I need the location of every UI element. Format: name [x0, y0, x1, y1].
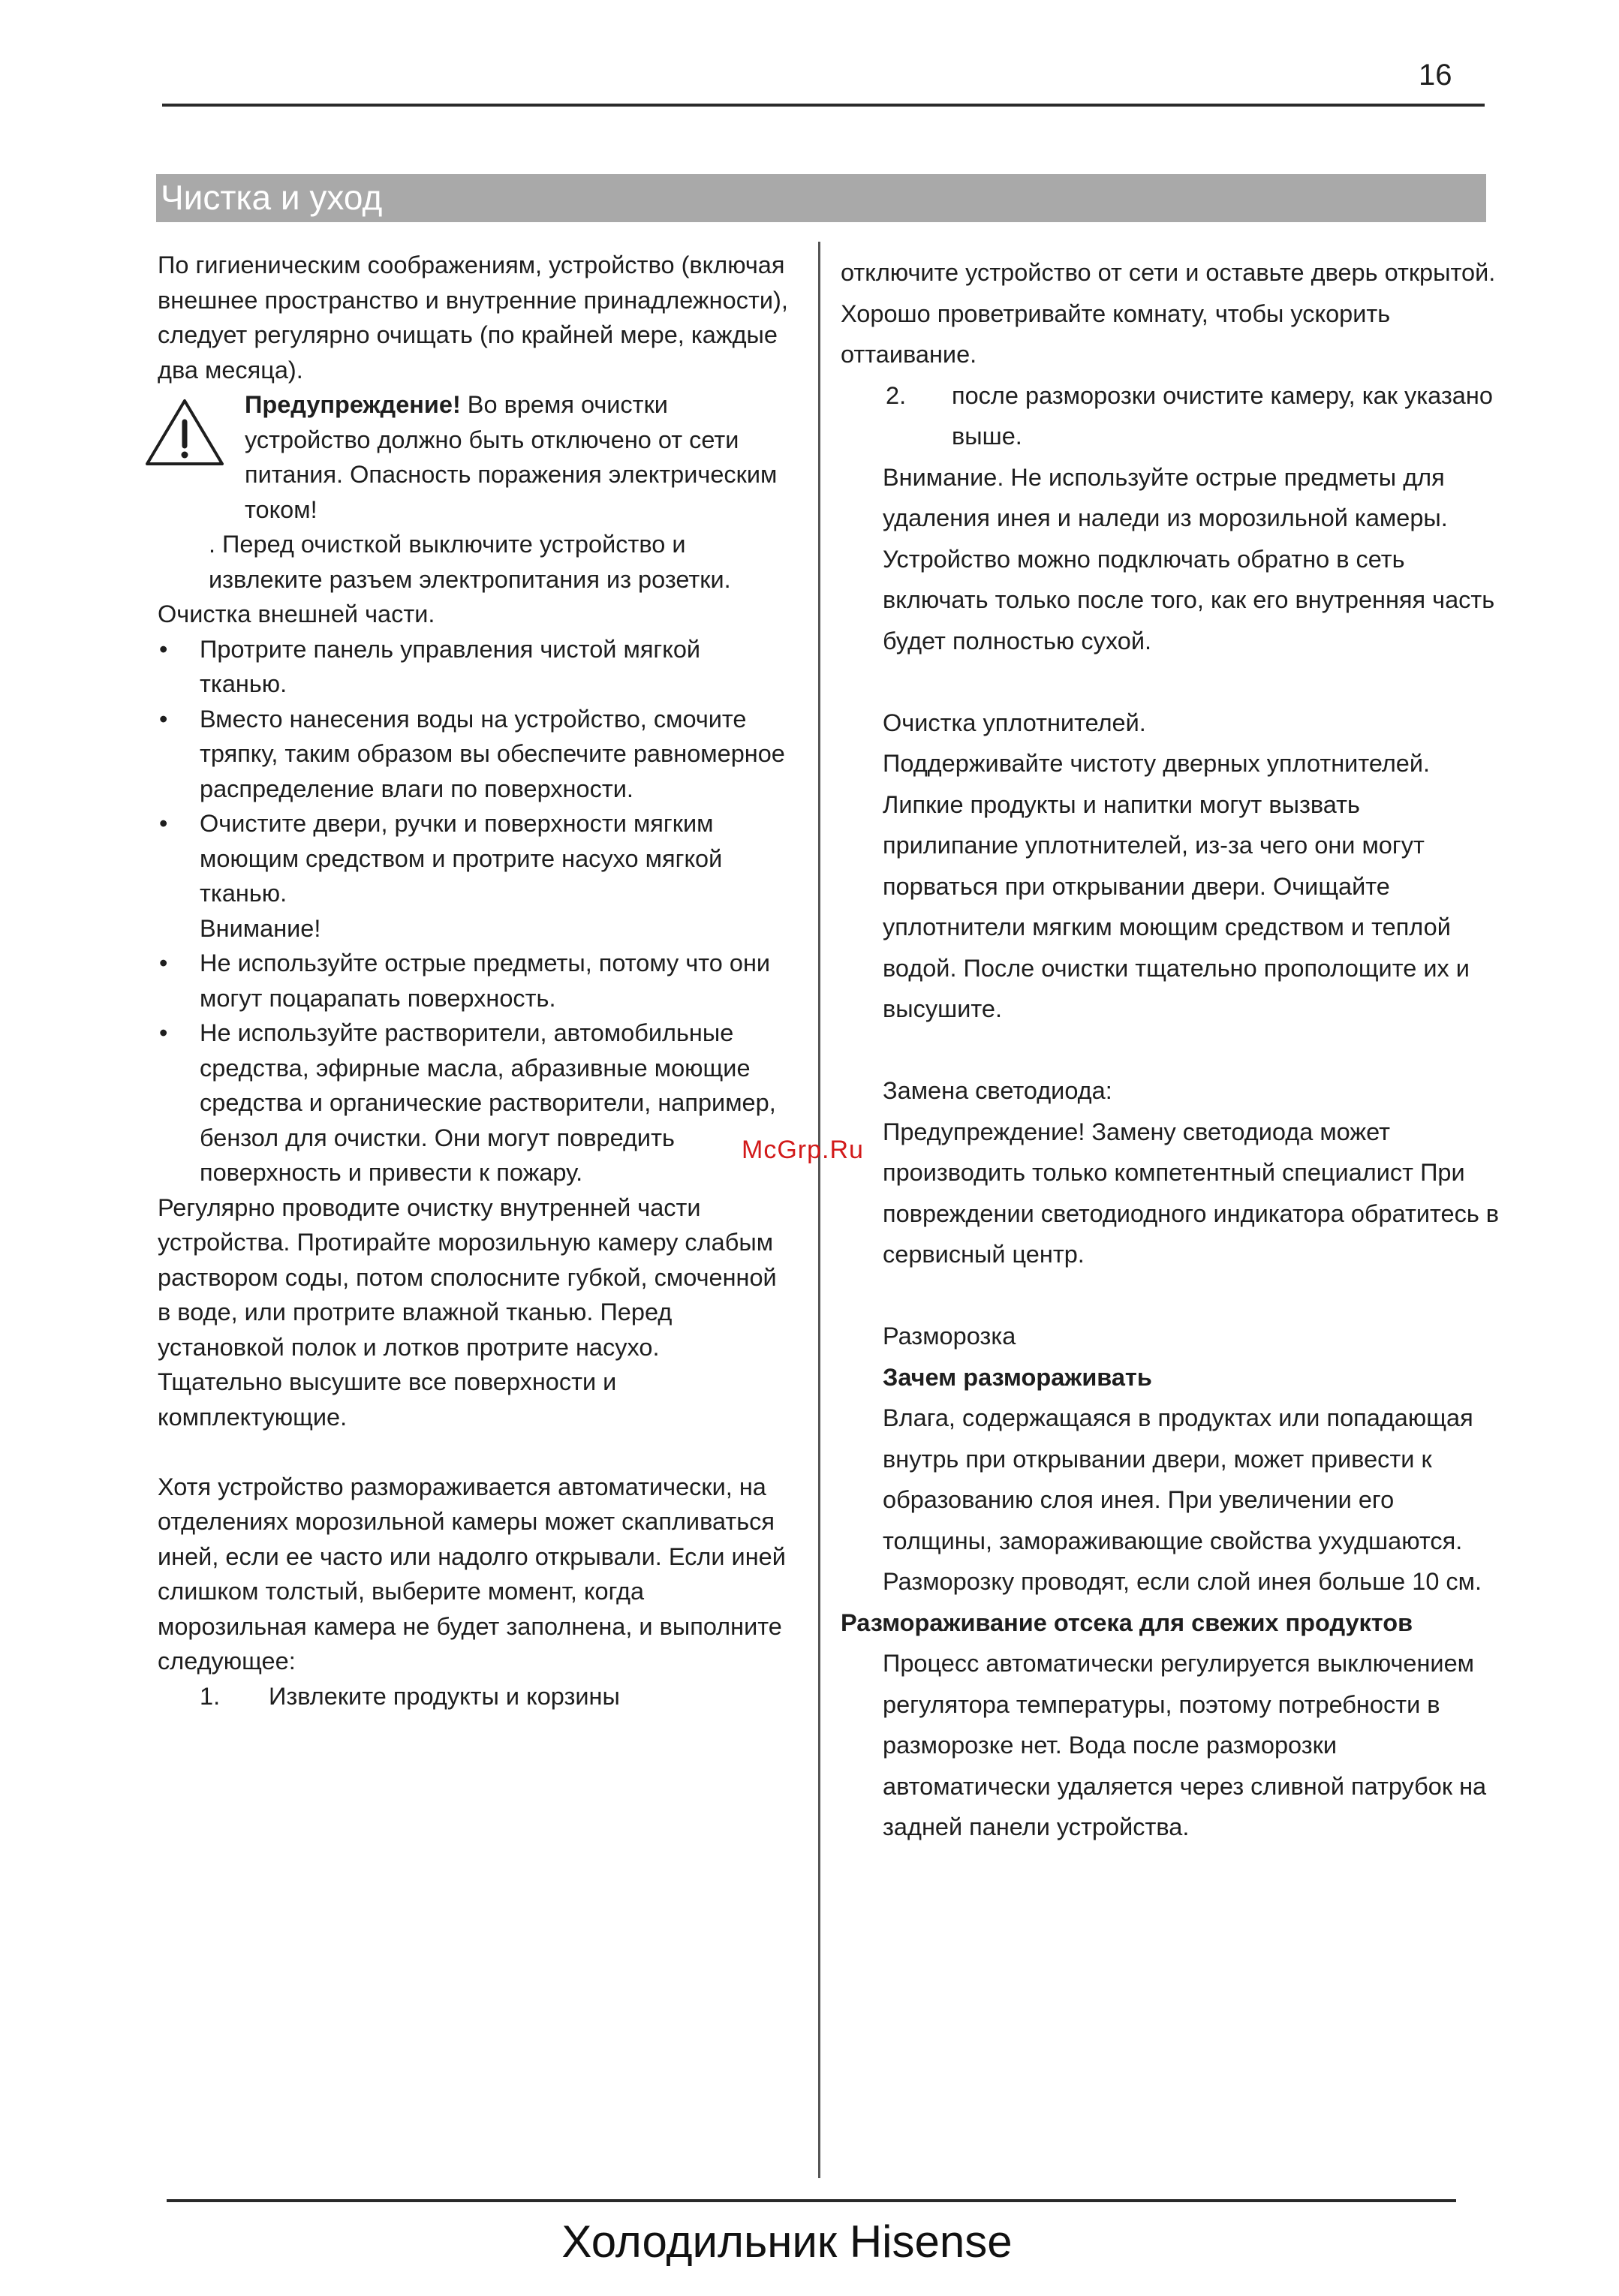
spacer — [158, 1434, 788, 1470]
spacer — [841, 1275, 1501, 1317]
fresh-compartment-heading: Размораживание отсека для свежих продуктов — [841, 1608, 1413, 1636]
caution-paragraph: Внимание. Не используйте острые предметы для удаления инея и наледи из морозильной камеры. Устройство можно подключать обратно в сеть включать только после того, как его внутренняя часть будет полностью сухой. — [883, 463, 1495, 654]
list-item: • Не используйте растворители, автомобильные средства, эфирные масла, абразивные моющие средства и органические растворители, например, бензол для очистки. Они могут повредить поверхность и привести к пожару. — [158, 1016, 788, 1190]
why-defrost-paragraph: Влага, содержащаяся в продуктах или попадающая внутрь при открывании двери, может привести к образованию слоя инея. При увеличении его толщины, замораживающие свойства ухудшаются. Разморозку проводят, если слой инея больше 10 см. — [883, 1404, 1482, 1595]
warning-block — [158, 387, 788, 527]
page-number: 16 — [1419, 59, 1452, 92]
interior-paragraph: Регулярно проводите очистку внутренней части устройства. Протирайте морозильную камеру слабым раствором соды, потом сполосните губкой, смоченной в воде, или протрите влажной тканью. Перед установкой полок и лотков протрите насухо. Тщательно высушите все поверхности и комплектующие. — [158, 1193, 777, 1431]
exterior-heading: Очистка внешней части. — [158, 600, 435, 627]
led-heading: Замена светодиода: — [883, 1077, 1112, 1104]
continued-paragraph: отключите устройство от сети и оставьте дверь открытой. Хорошо проветривайте комнату, чтобы ускорить оттаивание. — [841, 259, 1496, 368]
defrost-paragraph: Хотя устройство размораживается автоматически, на отделениях морозильной камеры может скапливаться иней, если ее часто или надолго открывали. Если иней слишком толстый, выберите момент, когда морозильная камера не будет заполнена, и выполните следующее: — [158, 1473, 786, 1675]
warning-label: Предупреждение! — [245, 391, 461, 418]
intro-paragraph: По гигиеническим соображениям, устройство (включая внешнее пространство и внутренние принадлежности), следует регулярно очищать (по крайней мере, каждые два месяца). — [158, 251, 788, 384]
led-paragraph: Предупреждение! Замену светодиода может производить только компетентный специалист При повреждении светодиодного индикатора обратитесь в сервисный центр. — [883, 1118, 1500, 1268]
warning-triangle-icon — [143, 395, 227, 470]
attention-note: Внимание! — [200, 914, 321, 942]
watermark: McGrp.Ru — [742, 1136, 864, 1164]
left-column — [158, 248, 788, 1714]
column-divider — [818, 242, 820, 2178]
unplug-note: . Перед очисткой выключите устройство и извлеките разъем электропитания из розетки. — [209, 531, 731, 593]
why-defrost-heading: Зачем размораживать — [883, 1363, 1152, 1391]
bottom-rule — [167, 2199, 1456, 2202]
top-rule — [162, 104, 1485, 107]
fresh-compartment-paragraph: Процесс автоматически регулируется выключением регулятора температуры, поэтому потребности в разморозке нет. Вода после разморозки автоматически удаляется через сливной патрубок на задней панели устройства. — [883, 1650, 1487, 1840]
exterior-list — [158, 632, 788, 911]
warning-text: Предупреждение! Во время очистки устройство должно быть отключено от сети питания. Опасность поражения электрическим током! — [245, 391, 778, 523]
list-item: • Протрите панель управления чистой мягкой тканью. — [158, 632, 788, 702]
step-2 — [841, 375, 1501, 457]
footer — [0, 2216, 1619, 2267]
step-2-text: после разморозки очистите камеру, как указано выше. — [952, 381, 1493, 450]
step-2-number: 2. — [886, 381, 907, 409]
list-item: • Очистите двери, ручки и поверхности мягким моющим средством и протрите насухо мягкой тканью. — [158, 806, 788, 911]
right-column — [841, 252, 1501, 1848]
caution-list — [158, 946, 788, 1190]
list-item: • Не используйте острые предметы, потому что они могут поцарапать поверхность. — [158, 946, 788, 1016]
defrost-heading: Разморозка — [883, 1323, 1016, 1350]
step-1-number: 1. — [200, 1682, 221, 1710]
spacer — [841, 661, 1501, 703]
spacer — [841, 1030, 1501, 1071]
seals-paragraph: Поддерживайте чистоту дверных уплотнителей. Липкие продукты и напитки могут вызвать прилипание уплотнителей, из-за чего они могут порваться при открывании двери. Очищайте уплотнители мягким моющим средством и теплой водой. После очистки тщательно прополощите их и высушите. — [883, 750, 1470, 1022]
seals-heading: Очистка уплотнителей. — [883, 709, 1146, 736]
footer-title: Холодильник Hisense — [561, 2216, 1013, 2267]
step-1 — [158, 1679, 788, 1714]
list-item: • Вместо нанесения воды на устройство, смочите тряпку, таким образом вы обеспечите равномерное распределение влаги по поверхности. — [158, 702, 788, 807]
step-1-text: Извлеките продукты и корзины — [269, 1682, 620, 1710]
section-title: Чистка и уход — [161, 178, 383, 217]
